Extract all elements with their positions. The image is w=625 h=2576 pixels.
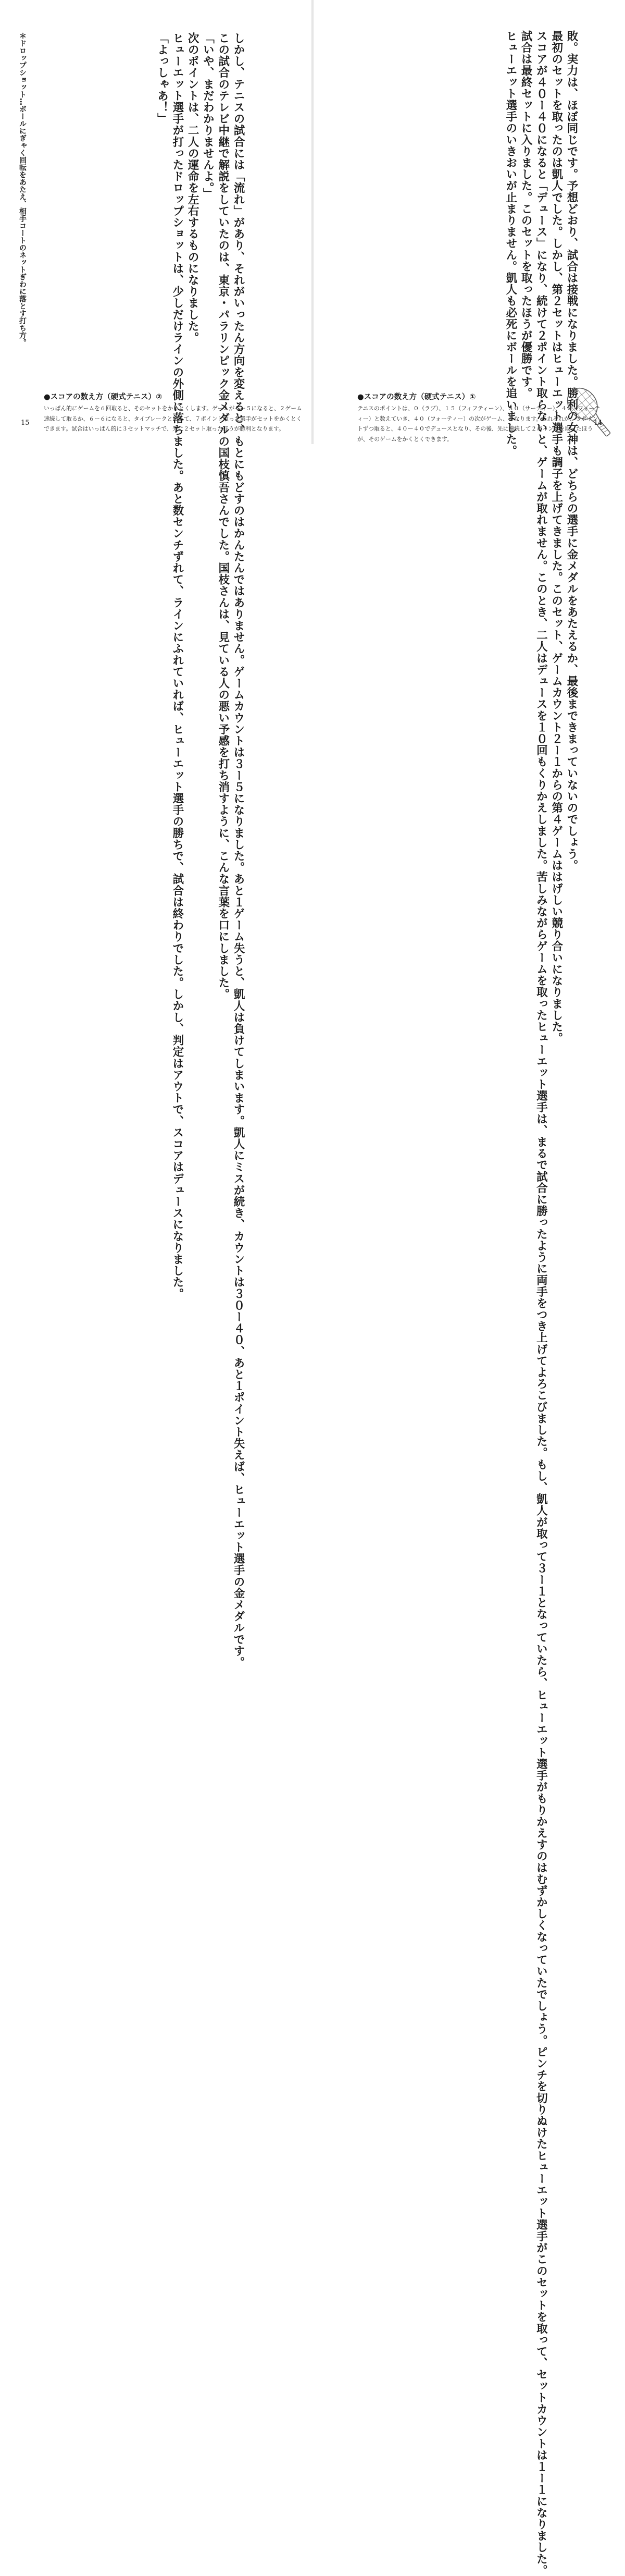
paragraph: 最初のセットを取ったのは凱人でした。しかし、第２セットはヒューエット選手も調子を上げてきました。このセット、ゲームカウント２ー１からの第４ゲームははげしい競り合いになりました。 bbox=[549, 30, 563, 1044]
paragraph: 試合は最終セットに入りました。このセットを取ったほうが優勝です。 bbox=[519, 30, 533, 399]
right-page bbox=[312, 0, 625, 2576]
paragraph: スコアが４０ー４０になると「デュース」になり、続けて２ポイント取らないと、ゲームが取れません。このとき、二人はデュースを１０回もくりかえしました。苦しみながらゲームを取ったヒューエット選手は、まるで試合に勝ったように両手をつき上げてよろこびました。もし、凱人が取って３ー１となっていたら、ヒューエット選手がもりかえすのはむずかしくなっていたでしょう。ピンチを切りぬけたヒューエット選手がこのセットを取って、セットカウントは１ー１になりました。 bbox=[534, 30, 548, 2576]
left-body-text bbox=[154, 32, 246, 1669]
left-page bbox=[0, 0, 312, 1669]
page-number: 14 bbox=[594, 419, 603, 427]
paragraph: 「よっしゃあ！」 bbox=[155, 32, 169, 125]
info-box-title: ●スコアの数え方（硬式テニス）② bbox=[44, 393, 162, 401]
footnote: ＊ドロップショット…ボールにぎゃく回転をあたえ、相手コートのネットぎわに落とす打ち方。 bbox=[18, 32, 27, 346]
paragraph: 「いや、まだわかりませんよ。」 bbox=[201, 32, 215, 200]
paragraph: ヒューエット選手が打ったドロップショットは、少しだけラインの外側に落ちました。あと数センチずれて、ラインにふれていれば、ヒューエット選手の勝ちで、試合は終わりでした。しかし、判定はアウトで、スコアはデュースになりました。 bbox=[170, 32, 184, 1299]
paragraph: 敗。実力は、ほぼ同じです。予想どおり、試合は接戦になりました。勝利の女神は、どちらの選手に金メダルをあたえるか、最後まできまっていないのでしょう。 bbox=[565, 30, 578, 872]
page-number: 15 bbox=[21, 419, 30, 427]
paragraph: ヒューエット選手のいきおいが止まりません。凱人も必死にボールを追いました。 bbox=[504, 30, 517, 457]
info-box-title: ●スコアの数え方（硬式テニス）① bbox=[357, 393, 476, 401]
right-body-text bbox=[503, 30, 579, 2576]
info-box-text: テニスのポイントは、０（ラブ）、１５（フィフティーン）、３０（サーティー）、４０（フォーティー）と数えていき、４０（フォーティー）の次がゲーム、となります。それぞれが、３ポイントずつ取ると、４０ー４０でデュースとなり、その後、先に連続して２ポイントを取ったほうが、そのゲームをかくとくできます。 bbox=[357, 405, 600, 443]
score-info-box-2 bbox=[44, 392, 304, 434]
paragraph: しかし、テニスの試合には「流れ」があり、それがいったん方向を変えると、もとにもどすのはかんたんではありません。ゲームカウントは３ー５になりました。あと１ゲーム失うと、凱人は負けてしまいます。凱人にミスが続き、カウントは３０ー４０、あと１ポイント失えば、ヒューエット選手の金メダルです。 bbox=[232, 32, 245, 1669]
paragraph: 次のポイントは、二人の運命を左右するものになりました。 bbox=[186, 32, 199, 344]
info-box-text: いっぱん的にゲームを６回取ると、そのセットをかくとくします。ゲームが５ー５になると、２ゲーム連続して取るか、６ー６になると、タイブレークといって、７ポイント取った選手がセットをかくとくできます。試合はいっぱん的に３セットマッチで、先に２セット取ったほうが勝利となります。 bbox=[44, 405, 302, 432]
paragraph: この試合のテレビ中継で解説をしていたのは、東京・パラリンピック金メダルの国枝慎吾さんでした。国枝さんは、見ている人の悪い予感を打ち消すように、こんな言葉を口にしました。 bbox=[216, 32, 230, 1000]
tennis-racket-icon bbox=[556, 383, 624, 443]
